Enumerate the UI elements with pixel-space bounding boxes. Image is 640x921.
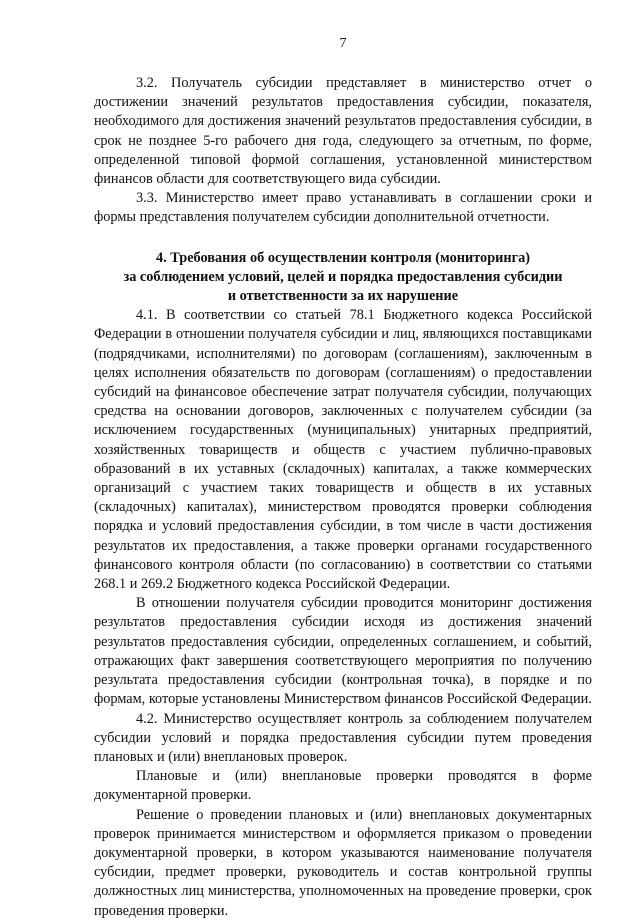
- paragraph-3-2: 3.2. Получатель субсидии представляет в министерство отчет о достижении значений результатов предоставления субсидии, показателя, необходимого для достижения значений результатов предоставления субсидии, в срок не позднее 5-го рабочего дня года, следующего за отчетным, по форме, определенной типовой формой соглашения, установленной министерством финансов области для соответствующего вида субсидии.: [94, 75, 592, 188]
- paragraph-monitoring: В отношении получателя субсидии проводится мониторинг достижения результатов предоставления субсидии исходя из достижения значений результатов предоставления субсидии, определенных соглашением, и событий, отражающих факт завершения соответствующего мероприятия по получению результата предоставления субсидии (контрольная точка), в порядке и по формам, которые установлены Министерством финансов Российской Федерации.: [94, 595, 592, 708]
- paragraph-inspection-decision: Решение о проведении плановых и (или) внеплановых документарных проверок принимается министерством и оформляется приказом о проведении документарной проверки, в котором указываются наименование получателя субсидии, предмет проверки, руководитель и состав контрольной группы должностных лиц министерства, уполномоченных на проведение проверки, срок проведения проверки.: [94, 806, 592, 919]
- paragraph-4-1: 4.1. В соответствии со статьей 78.1 Бюджетного кодекса Российской Федерации в отношении получателя субсидии и лиц, являющихся поставщиками (подрядчиками, исполнителями) по договорам (соглашениям), заключенным в целях исполнения обязательств по договорам (соглашениям) о предоставлении субсидий на финансовое обеспечение затрат получателя субсидии, получающих средства на основании договоров, заключенных с получателем субсидии (за исключением государственных (муниципальных) унитарных предприятий, хозяйственных товариществ и обществ с участием публично-правовых образований в их уставных (складочных) капиталах, а также коммерческих организаций с участием таких товариществ и обществ в их уставных (складочных) капиталах), министерством проводятся проверки соблюдения порядка и условий предоставления субсидии, в том числе в части достижения результатов их предоставления, а также проверки органами государственного финансового контроля области (по согласованию) в соответствии со статьями 268.1 и 269.2 Бюджетного кодекса Российской Федерации.: [94, 307, 592, 593]
- section-heading: [94, 249, 592, 307]
- paragraph-4-2: 4.2. Министерство осуществляет контроль за соблюдением получателем субсидии условий и порядка предоставления субсидии путем проведения плановых и (или) внеплановых проверок.: [94, 710, 592, 765]
- paragraph-3-3: 3.3. Министерство имеет право устанавливать в соглашении сроки и формы представления получателем субсидии дополнительной отчетности.: [94, 190, 592, 226]
- paragraph-inspection-form: Плановые и (или) внеплановые проверки проводятся в форме документарной проверки.: [94, 768, 592, 804]
- page-number: 7: [339, 36, 347, 51]
- section-heading-line-2: за соблюдением условий, целей и порядка предоставления субсидии: [123, 268, 563, 285]
- section-heading-line-3: и ответственности за их нарушение: [227, 288, 459, 305]
- section-heading-line-1: 4. Требования об осуществлении контроля (мониторинга): [155, 249, 531, 266]
